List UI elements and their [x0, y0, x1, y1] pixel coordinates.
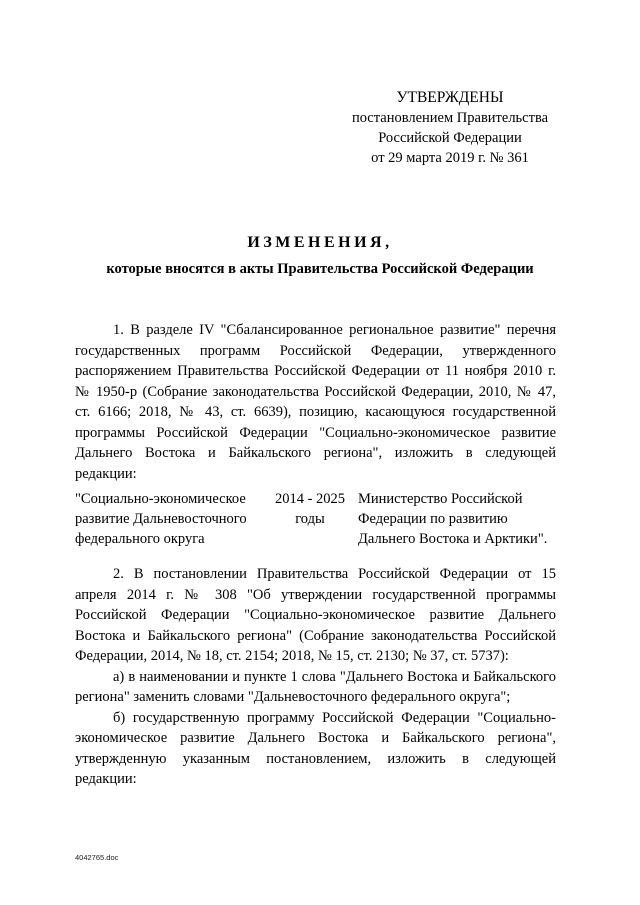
document-subtitle: которые вносятся в акты Правительства Российской Федерации	[106, 261, 534, 277]
approval-block	[330, 88, 570, 168]
section-1	[75, 320, 556, 484]
entry-program-line: федерального округа	[75, 531, 205, 547]
entry-executor-line: Федерации по развитию	[358, 511, 508, 527]
paragraph-2a: а) в наименовании и пункте 1 слова "Дальнего Востока и Байкальского региона" заменить словами "Дальневосточного федерального округа";	[75, 668, 556, 705]
entry-period	[270, 489, 350, 529]
paragraph-2: 2. В постановлении Правительства Российской Федерации от 15 апреля 2014 г. № 308 "Об утверждении государственной программы Российской Федерации "Социально-экономическое развитие Дальнего Востока и Байкальского региона" (Собрание законодательства Российской Федерации, 2014, № 18, ст. 2154; 2018, № 15, ст. 2130; № 37, ст. 5737):	[75, 566, 556, 664]
entry-program-line: развитие Дальневосточного	[75, 511, 247, 527]
entry-period-line: 2014 - 2025	[274, 491, 346, 507]
document-title: ИЗМЕНЕНИЯ,	[247, 234, 393, 251]
approval-line-1: постановлением Правительства	[351, 110, 549, 126]
entry-executor	[358, 489, 563, 549]
approval-line-3: от 29 марта 2019 г. № 361	[371, 150, 529, 166]
entry-executor-line: Дальнего Востока и Арктики".	[358, 531, 548, 547]
entry-period-line: годы	[295, 511, 325, 527]
approval-line-2: Российской Федерации	[378, 130, 522, 146]
file-name-footer: 4042765.doc	[75, 853, 119, 862]
entry-executor-line: Министерство Российской	[358, 491, 523, 507]
document-heading	[0, 232, 640, 280]
entry-program-line: "Социально-экономическое	[75, 491, 246, 507]
paragraph-2b: б) государственную программу Российской Федерации "Социально-экономическое развитие Дальнего Востока и Байкальского региона", утвержденную указанным постановлением, изложить в следующей редакции:	[75, 709, 556, 787]
paragraph-1: 1. В разделе IV "Сбалансированное региональное развитие" перечня государственных программ Российской Федерации, утвержденного распоряжением Правительства Российской Федерации от 11 ноября 2010 г. № 1950-р (Собрание законодательства Российской Федерации, 2010, № 47, ст. 6166; 2018, № 43, ст. 6639), позицию, касающуюся государственной программы Российской Федерации "Социально-экономическое развитие Дальнего Востока и Байкальского региона", изложить в следующей редакции:	[75, 322, 556, 482]
entry-program-name	[75, 489, 265, 549]
approval-stamp-title: УТВЕРЖДЕНЫ	[396, 89, 504, 106]
section-2	[75, 564, 556, 790]
